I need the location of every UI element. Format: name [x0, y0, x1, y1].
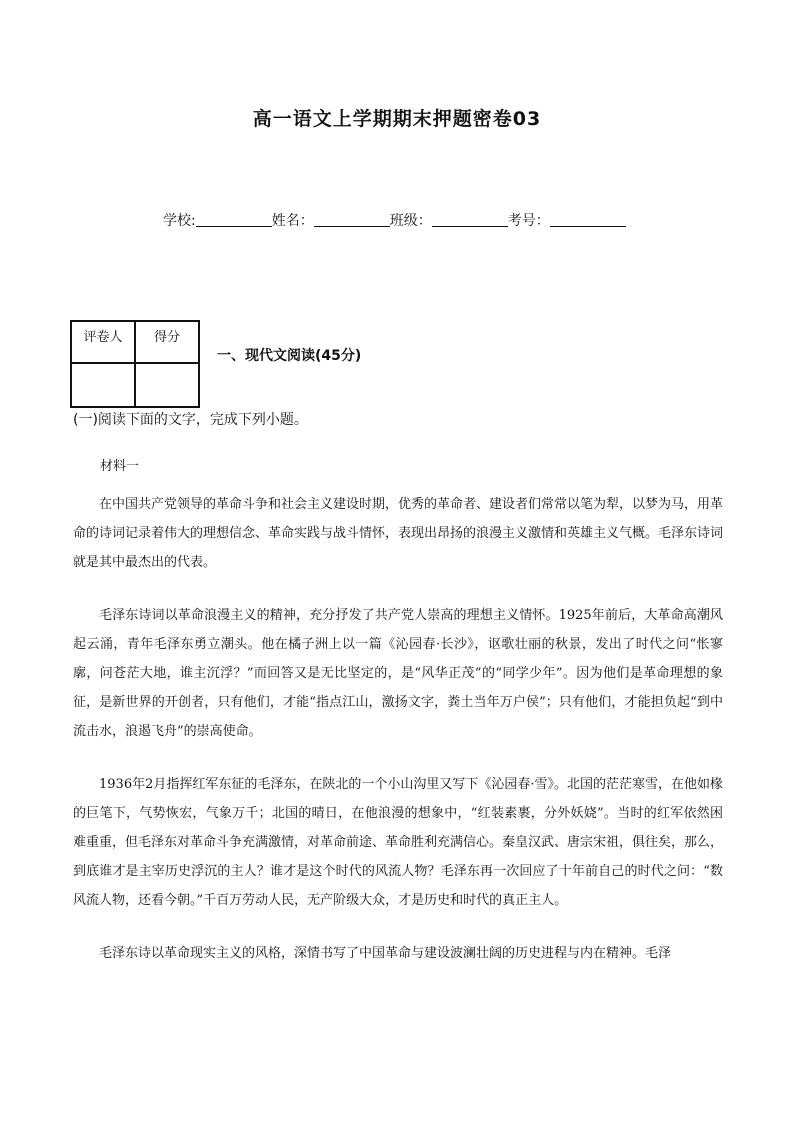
section-title: 一、现代文阅读(45分): [217, 348, 362, 364]
passage-body: [73, 490, 723, 992]
class-label: 班级：: [389, 213, 432, 229]
exam-number-blank[interactable]: [550, 225, 626, 227]
paragraph: 1936年2月指挥红军东征的毛泽东，在陕北的一个小山沟里又写下《沁园春·雪》。北国的茫茫寒雪，在他如椽的巨笔下，气势恢宏，气象万千；北国的晴日，在他浪漫的想象中，“红装素裹，分外妖娆”。当时的红军依然困难重重，但毛泽东对革命斗争充满激情，对革命前途、革命胜利充满信心。秦皇汉武、唐宗宋祖，俱往矣，那么，到底谁才是主宰历史浮沉的主人？谁才是这个时代的风流人物？毛泽东再一次回应了十年前自己的时代之问：“数风流人物，还看今朝。”千百万劳动人民，无产阶级大众，才是历史和时代的真正主人。: [73, 777, 724, 908]
page-title: 高一语文上学期期末押题密卷03: [252, 108, 542, 130]
reviewer-cell[interactable]: [71, 363, 135, 407]
reading-instruction: (一)阅读下面的文字，完成下列小题。: [73, 412, 308, 428]
name-blank[interactable]: [314, 225, 390, 227]
score-table: [70, 320, 200, 408]
material-label: 材料一: [100, 459, 140, 474]
class-blank[interactable]: [432, 225, 508, 227]
student-info-row: [163, 210, 626, 230]
school-blank[interactable]: [196, 225, 272, 227]
paragraph: 毛泽东诗以革命现实主义的风格，深情书写了中国革命与建设波澜壮阔的历史进程与内在精神。毛泽: [99, 946, 672, 961]
school-label: 学校:: [163, 213, 196, 229]
paragraph: 在中国共产党领导的革命斗争和社会主义建设时期，优秀的革命者、建设者们常常以笔为犁，以梦为马，用革命的诗词记录着伟大的理想信念、革命实践与战斗情怀，表现出昂扬的浪漫主义激情和英雄主义气概。毛泽东诗词就是其中最杰出的代表。: [73, 497, 724, 570]
reviewer-header: 评卷人: [71, 321, 135, 363]
score-cell[interactable]: [135, 363, 199, 407]
exam-number-label: 考号：: [507, 213, 550, 229]
score-header: 得分: [135, 321, 199, 363]
name-label: 姓名：: [271, 213, 314, 229]
paragraph: 毛泽东诗词以革命浪漫主义的精神，充分抒发了共产党人崇高的理想主义情怀。1925年前后，大革命高潮风起云涌，青年毛泽东勇立潮头。他在橘子洲上以一篇《沁园春·长沙》，讴歌壮丽的秋景，发出了时代之问“怅寥廓，问苍茫大地，谁主沉浮？”而回答又是无比坚定的，是“风华正茂”的“同学少年”。因为他们是革命理想的象征，是新世界的开创者，只有他们，才能“指点江山，激扬文字，粪土当年万户侯”；只有他们，才能担负起“到中流击水，浪遏飞舟”的崇高使命。: [73, 608, 723, 739]
